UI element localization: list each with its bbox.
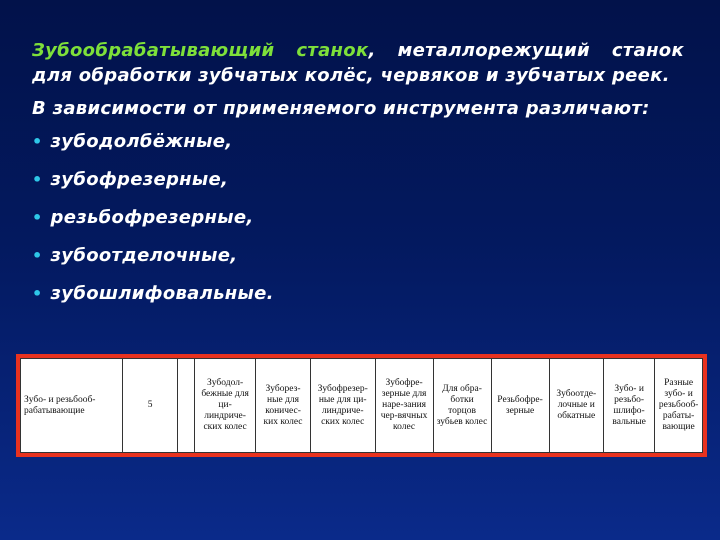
classification-paragraph: В зависимости от применяемого инструмента различают: — [32, 98, 650, 119]
classification-table — [20, 358, 703, 453]
bullet-icon: • — [32, 132, 43, 151]
classification-table-frame — [16, 354, 707, 457]
table-cell: 5 — [123, 359, 178, 453]
list-item — [32, 167, 684, 192]
list-item-text: резьбофрезерные, — [50, 207, 254, 228]
table-cell: Разные зубо- и резьбооб-рабаты-вающие — [655, 359, 703, 453]
table-cell: Резьбофре-зерные — [491, 359, 549, 453]
table-cell — [177, 359, 194, 453]
bullet-icon: • — [32, 208, 43, 227]
slide-content — [32, 38, 684, 319]
table-cell: Зубофре-зерные для наре-зания чер-вячных колес — [375, 359, 433, 453]
list-item-text: зубодолбёжные, — [50, 131, 233, 152]
list-item-text: зубофрезерные, — [50, 169, 229, 190]
bullet-icon: • — [32, 170, 43, 189]
table-cell: Зубоотде-лочные и обкатные — [549, 359, 604, 453]
table-cell: Зубодол-бежные для ци-линдриче-ских колес — [194, 359, 255, 453]
list-item — [32, 205, 684, 230]
table-cell: Зубофрезер-ные для ци-линдриче-ских колес — [310, 359, 375, 453]
table-cell: Для обра-ботки торцов зубьев колес — [433, 359, 491, 453]
table-cell: Зубо- и резьбо-шлифо-вальные — [604, 359, 655, 453]
table-cell: Зубо- и резьбооб-рабатывающие — [21, 359, 123, 453]
list-item-text: зубошлифовальные. — [50, 283, 274, 304]
table-cell: Зуборез-ные для коничес-ких колес — [256, 359, 311, 453]
bullet-icon: • — [32, 246, 43, 265]
list-item — [32, 129, 684, 154]
intro-paragraph — [32, 38, 684, 88]
machine-types-list — [32, 129, 684, 306]
intro-rest: , металлорежущий станок для обработки зубчатых колёс, червяков и зубчатых реек. — [32, 40, 684, 86]
list-item — [32, 243, 684, 268]
list-item-text: зубоотделочные, — [50, 245, 238, 266]
bullet-icon: • — [32, 284, 43, 303]
table-row — [21, 359, 703, 453]
highlighted-term: Зубообрабатывающий станок — [32, 40, 369, 61]
list-item — [32, 281, 684, 306]
